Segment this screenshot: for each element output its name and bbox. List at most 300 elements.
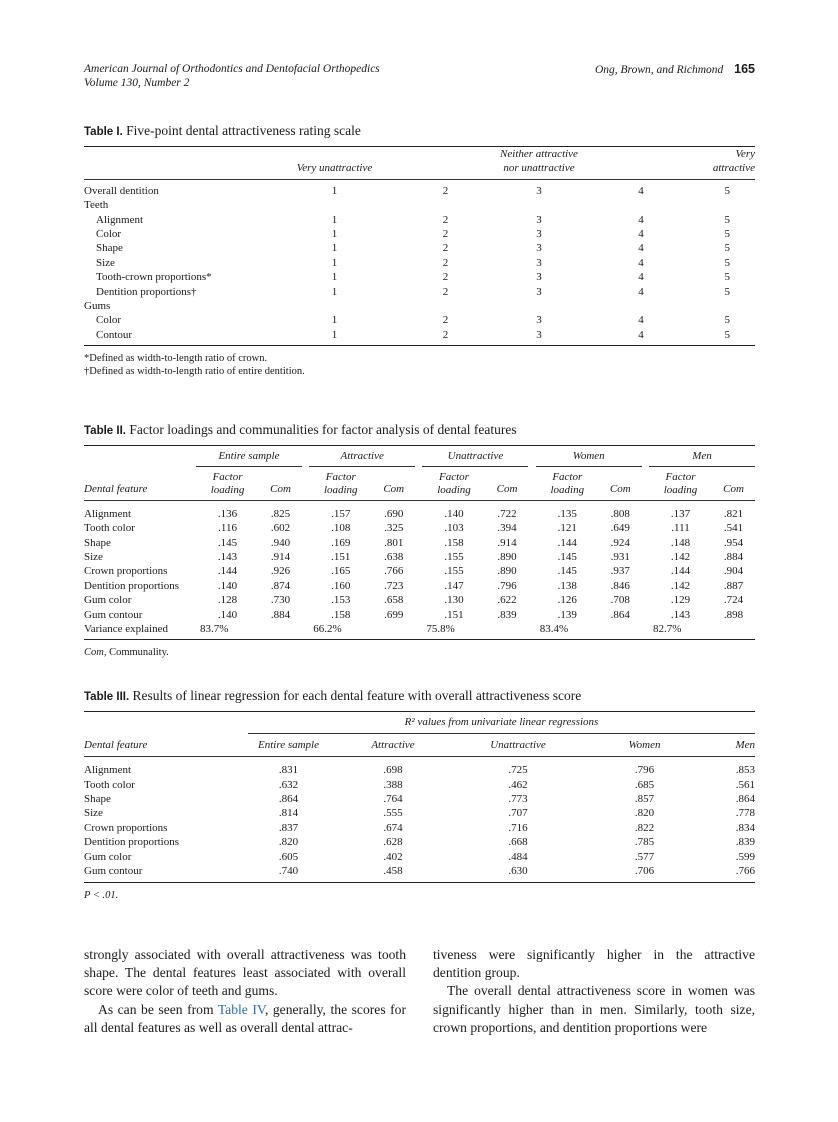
t1-header-feature <box>84 147 240 180</box>
t1-header-blank-4 <box>586 147 696 180</box>
t2-gap-cell <box>302 622 309 640</box>
t2-cell: .111 <box>671 522 690 535</box>
t2-cell: .649 <box>610 522 630 535</box>
t2-gap-cell <box>302 564 309 578</box>
t3-header-attractive: Attractive <box>329 733 457 756</box>
table-row <box>84 536 755 550</box>
t1-header-neither <box>492 147 586 180</box>
t2-cell: .890 <box>497 550 517 563</box>
t3-cell: .820 <box>634 807 655 820</box>
t3-row-label: Gum color <box>84 850 132 863</box>
t2-cell: .126 <box>557 594 577 607</box>
table-row <box>84 241 755 255</box>
t2-gap-cell <box>415 521 422 535</box>
table-3 <box>84 711 755 883</box>
table-2-label: Table II. <box>84 425 126 438</box>
t2-cell: .884 <box>723 550 744 563</box>
table-row <box>84 550 755 564</box>
t1-cell: 4 <box>638 256 644 269</box>
t2-cell: .801 <box>384 536 404 549</box>
t2-row-label: Variance explained <box>84 622 168 635</box>
t2-gap-cell <box>302 579 309 593</box>
t3-cell: .716 <box>508 821 528 834</box>
t2-note-abbr: Com, <box>84 647 107 659</box>
t2-cell <box>599 622 642 640</box>
t1-cell: 3 <box>536 256 542 269</box>
t3-cell: .707 <box>508 807 528 820</box>
t2-gap-cell <box>302 608 309 622</box>
text-column-right <box>433 946 755 1037</box>
t2-cell: .622 <box>497 594 517 607</box>
t3-cell: .605 <box>278 850 299 863</box>
t1-cell <box>696 198 755 212</box>
t1-cell: 2 <box>442 285 449 298</box>
t2-cell: .142 <box>670 579 691 592</box>
t2-cell: 75.8% <box>426 622 455 635</box>
t2-cell: .722 <box>497 507 517 520</box>
t3-cell: .822 <box>634 821 655 834</box>
t2-sub-gap <box>528 466 535 500</box>
t1-header-very-unattractive: Very unattractive <box>240 147 399 180</box>
t1-cell: 3 <box>536 213 542 226</box>
t3-cell: .740 <box>278 865 299 877</box>
t1-footnote-1: *Defined as width-to-length ratio of crown. <box>84 353 268 365</box>
table-1-label: Table I. <box>84 126 123 138</box>
t3-row-label: Shape <box>84 792 111 805</box>
t2-cell: .723 <box>384 579 404 592</box>
t2-note-text: Communality. <box>109 647 169 659</box>
t1-header-neither-line2: nor unattractive <box>503 162 575 175</box>
t1-cell: 5 <box>724 228 730 241</box>
t2-gap-cell <box>302 536 309 550</box>
table-row <box>84 821 755 835</box>
t2-cell: 82.7% <box>652 622 682 635</box>
t2-gap-cell <box>415 608 422 622</box>
t2-gap-cell <box>415 579 422 593</box>
t2-gap-cell <box>642 608 649 622</box>
t1-cell: 3 <box>536 314 542 327</box>
t2-cell: .926 <box>270 565 291 578</box>
t2-gap-cell <box>415 550 422 564</box>
t1-cell: 4 <box>638 328 644 341</box>
t1-cell: 2 <box>442 256 449 269</box>
t3-cell: .778 <box>735 807 755 820</box>
t2-row-label: Gum contour <box>84 608 143 621</box>
t3-cell: .834 <box>735 821 755 834</box>
t2-cell <box>259 622 302 640</box>
t2-cell: .914 <box>497 536 517 549</box>
t2-sub-gap <box>642 466 649 500</box>
t2-gap-cell <box>642 500 649 521</box>
left-para-2 <box>84 1001 406 1037</box>
t3-cell: .577 <box>634 850 655 863</box>
t2-cell: .766 <box>384 565 404 578</box>
t3-cell: .632 <box>278 778 299 791</box>
t2-cell: 83.7% <box>199 622 229 635</box>
t1-cell <box>399 198 492 212</box>
t2-group-gap <box>415 446 422 466</box>
t1-cell: 4 <box>638 314 644 327</box>
t2-cell: .708 <box>610 594 630 607</box>
t2-cell: .139 <box>557 608 577 621</box>
t1-header-very-attractive: Very attractive <box>696 147 755 180</box>
t3-cell: .864 <box>278 792 299 805</box>
t2-gap-cell <box>302 521 309 535</box>
table-row <box>84 270 755 284</box>
t2-cell: .730 <box>270 594 291 607</box>
t3-cell: .462 <box>508 778 528 791</box>
t3-cell: .599 <box>735 850 755 863</box>
table-1-footnotes <box>84 352 755 378</box>
t2-gap-cell <box>415 536 422 550</box>
t3-cell: .773 <box>508 792 528 805</box>
t1-cell: 1 <box>331 228 338 241</box>
t2-gap-cell <box>528 564 535 578</box>
t2-cell: .144 <box>557 536 577 549</box>
t3-header-women: Women <box>579 733 710 756</box>
t1-row-label: Color <box>96 314 122 327</box>
t1-row-label: Alignment <box>96 213 144 226</box>
t1-cell: 2 <box>442 271 449 284</box>
t2-header-factor-loading: Factor loading <box>309 466 372 500</box>
t2-cell: .658 <box>384 594 404 607</box>
t3-cell: .388 <box>383 778 403 791</box>
t2-cell: .148 <box>670 536 691 549</box>
t3-cell: .725 <box>508 764 528 777</box>
t1-row-label: Contour <box>96 328 133 341</box>
t3-cell: .864 <box>735 792 755 805</box>
journal-name: American Journal of Orthodontics and Dentofacial Orthopedics <box>84 63 380 75</box>
t2-cell: .144 <box>670 565 691 578</box>
t2-cell: .690 <box>384 507 404 520</box>
t2-cell: .140 <box>217 579 238 592</box>
t2-gap-cell <box>642 593 649 607</box>
t2-cell: 83.4% <box>539 622 569 635</box>
t1-cell: 4 <box>638 184 644 197</box>
t1-row-label: Teeth <box>84 199 109 212</box>
t2-cell: .129 <box>670 594 691 607</box>
t2-group-blank <box>84 446 196 466</box>
t2-cell: .140 <box>217 608 238 621</box>
right-para-2: The overall dental attractiveness score in women was significantly higher than in men. Similarly, tooth size, crown proportions, and dentition proportions were <box>433 983 755 1035</box>
t2-cell: .151 <box>444 608 464 621</box>
table-1-title: Five-point dental attractiveness rating scale <box>126 123 361 138</box>
t2-gap-cell <box>528 521 535 535</box>
t2-sub-header-row <box>84 466 755 500</box>
t3-row-label: Tooth color <box>84 778 135 791</box>
t1-row-label: Color <box>96 228 122 241</box>
t1-cell: 1 <box>331 184 338 197</box>
left-para-2-start: As can be seen from <box>98 1001 218 1017</box>
table-iv-link[interactable]: Table IV <box>217 1001 265 1017</box>
table-row <box>84 313 755 327</box>
t1-cell <box>586 299 696 313</box>
t3-cell: .628 <box>383 836 403 849</box>
right-para-1: tiveness were significantly higher in the attractive dentition group. <box>433 947 755 981</box>
table-row <box>84 579 755 593</box>
t2-row-label: Gum color <box>84 594 132 607</box>
t3-row-label: Dentition proportions <box>84 836 180 849</box>
page-number: 165 <box>734 62 755 76</box>
t3-cell: .839 <box>735 836 755 849</box>
t1-cell: 2 <box>442 314 449 327</box>
t1-cell: 4 <box>638 271 644 284</box>
table-3-note <box>84 890 755 901</box>
t2-cell: .825 <box>270 507 291 520</box>
t1-cell: 5 <box>724 271 730 284</box>
t2-gap-cell <box>415 564 422 578</box>
table-row <box>84 299 755 313</box>
t2-group-gap <box>642 446 649 466</box>
t2-gap-cell <box>642 550 649 564</box>
t3-cell: .458 <box>383 865 403 877</box>
t2-cell: .143 <box>217 550 238 563</box>
t2-cell: .931 <box>610 550 630 563</box>
t1-header-neither-line1: Neither attractive <box>500 148 578 160</box>
t1-cell: 3 <box>536 271 542 284</box>
t1-row-label: Size <box>96 256 115 269</box>
t2-cell: .153 <box>331 594 351 607</box>
t1-footnote-2: †Defined as width-to-length ratio of entire dentition. <box>84 366 305 378</box>
t2-cell: .638 <box>384 550 404 563</box>
t2-gap-cell <box>528 593 535 607</box>
table-row <box>84 864 755 883</box>
t2-cell: .151 <box>331 550 351 563</box>
t3-row-label: Alignment <box>84 764 132 777</box>
t1-cell <box>492 198 586 212</box>
t2-cell: .130 <box>444 594 464 607</box>
t2-cell: .137 <box>670 507 691 520</box>
t3-header-unattractive: Unattractive <box>457 733 579 756</box>
t2-cell: .140 <box>444 507 464 520</box>
t2-cell: .846 <box>610 579 630 592</box>
t2-sub-gap <box>302 466 309 500</box>
t1-cell: 3 <box>536 184 542 197</box>
table-row <box>84 564 755 578</box>
t2-cell: .796 <box>497 579 517 592</box>
body-text <box>84 946 755 1037</box>
t3-note: P < .01. <box>84 890 119 902</box>
table-row <box>84 778 755 792</box>
t2-row-label: Size <box>84 550 103 563</box>
t2-header-com: Com <box>372 466 415 500</box>
table-row <box>84 757 755 778</box>
running-header <box>84 60 755 94</box>
table-row <box>84 500 755 521</box>
t2-cell: .898 <box>723 608 744 621</box>
t2-sub-gap <box>415 466 422 500</box>
t2-header-com: Com <box>599 466 642 500</box>
t3-cell: .668 <box>508 836 528 849</box>
t3-cell: .630 <box>508 865 528 877</box>
table-2-title: Factor loadings and communalities for factor analysis of dental features <box>129 422 517 438</box>
t1-cell: 1 <box>331 285 338 298</box>
t2-gap-cell <box>642 622 649 640</box>
table-row <box>84 622 755 640</box>
t2-row-label: Shape <box>84 536 111 549</box>
table-row <box>84 328 755 346</box>
table-row <box>84 835 755 849</box>
t3-cell: .698 <box>383 764 403 777</box>
t1-cell: 3 <box>536 285 542 298</box>
t2-group-gap <box>302 446 309 466</box>
t2-cell: .103 <box>444 522 464 535</box>
t2-cell: .821 <box>723 507 744 520</box>
t2-header-com: Com <box>259 466 302 500</box>
t1-cell <box>399 299 492 313</box>
t2-header-factor-loading: Factor loading <box>196 466 259 500</box>
t1-row-label: Tooth-crown proportions* <box>96 271 212 284</box>
table-2-caption <box>84 422 755 438</box>
t2-group-header: Attractive <box>309 446 415 466</box>
t2-cell: .904 <box>723 565 744 578</box>
table-row <box>84 285 755 299</box>
t3-row-label: Gum contour <box>84 865 143 877</box>
t2-gap-cell <box>642 521 649 535</box>
journal-page <box>84 60 755 901</box>
t3-cell: .820 <box>278 836 299 849</box>
t3-cell: .831 <box>278 764 299 777</box>
t2-cell: .890 <box>497 565 517 578</box>
t1-cell: 2 <box>442 184 449 197</box>
t1-row-label: Gums <box>84 300 111 313</box>
t2-gap-cell <box>415 593 422 607</box>
journal-info <box>84 62 380 90</box>
t2-gap-cell <box>302 500 309 521</box>
t2-cell: .940 <box>270 536 291 549</box>
t2-header-com: Com <box>712 466 755 500</box>
t2-cell: .954 <box>723 536 744 549</box>
t2-group-header: Entire sample <box>196 446 302 466</box>
t2-cell <box>486 622 529 640</box>
table-row <box>84 593 755 607</box>
t2-cell: .147 <box>444 579 464 592</box>
t1-cell: 1 <box>331 271 338 284</box>
t1-cell <box>492 299 586 313</box>
t3-cell: .853 <box>735 764 755 777</box>
t2-gap-cell <box>642 579 649 593</box>
t3-cell: .766 <box>735 865 755 877</box>
t2-header-feature: Dental feature <box>84 466 196 500</box>
table-row <box>84 256 755 270</box>
t2-gap-cell <box>528 500 535 521</box>
t2-cell: .158 <box>331 608 351 621</box>
t3-cell: .706 <box>634 865 655 877</box>
t1-cell: 1 <box>331 314 338 327</box>
table-row <box>84 806 755 820</box>
t2-cell: .914 <box>270 550 291 563</box>
t2-group-header: Men <box>649 446 755 466</box>
t3-cell: .796 <box>634 764 655 777</box>
table-3-title: Results of linear regression for each dental feature with overall attractiveness score <box>132 688 582 704</box>
t2-gap-cell <box>415 622 422 640</box>
t2-cell: .937 <box>610 565 630 578</box>
t3-header-feature: Dental feature <box>84 733 248 756</box>
table-row <box>84 521 755 535</box>
t1-cell: 5 <box>724 256 730 269</box>
t2-cell: 66.2% <box>313 622 342 635</box>
t1-cell: 3 <box>536 242 542 255</box>
t2-cell: .394 <box>497 522 517 535</box>
t2-cell: .155 <box>444 550 464 563</box>
t2-cell: .864 <box>610 608 630 621</box>
t3-header-men: Men <box>710 733 755 756</box>
t2-cell: .699 <box>384 608 404 621</box>
t2-cell: .136 <box>217 507 238 520</box>
t2-cell: .160 <box>331 579 351 592</box>
t1-cell: 3 <box>536 328 542 341</box>
t3-cell: .674 <box>383 821 403 834</box>
t2-cell: .887 <box>723 579 744 592</box>
left-para-1: strongly associated with overall attractiveness was tooth shape. The dental features least associated with overall score were color of teeth and gums. <box>84 947 406 999</box>
t1-cell: 1 <box>331 242 338 255</box>
t1-cell <box>586 198 696 212</box>
t2-cell: .165 <box>331 565 351 578</box>
t2-gap-cell <box>528 622 535 640</box>
table-row <box>84 608 755 622</box>
t2-cell: .158 <box>444 536 464 549</box>
t2-gap-cell <box>528 536 535 550</box>
table-2-block <box>84 422 755 658</box>
t1-cell: 3 <box>536 228 542 241</box>
t1-cell: 5 <box>724 184 730 197</box>
table-row <box>84 792 755 806</box>
table-2-note <box>84 647 755 658</box>
t2-header-factor-loading: Factor loading <box>649 466 712 500</box>
t3-cell: .814 <box>278 807 299 820</box>
t3-cell: .837 <box>278 821 299 834</box>
t2-cell: .541 <box>723 522 744 535</box>
t1-cell: 4 <box>638 228 644 241</box>
t2-gap-cell <box>528 579 535 593</box>
t1-cell: 4 <box>638 242 644 255</box>
t3-cell: .484 <box>508 850 528 863</box>
t1-cell: 5 <box>724 328 730 341</box>
t2-row-label: Crown proportions <box>84 565 168 578</box>
table-1 <box>84 146 755 346</box>
t3-cell: .555 <box>383 807 403 820</box>
t1-row-label: Shape <box>96 242 123 255</box>
t3-row-label: Size <box>84 807 103 820</box>
t1-cell: 4 <box>638 213 644 226</box>
t2-cell: .602 <box>270 522 291 535</box>
t2-cell: .143 <box>670 608 691 621</box>
t3-span-blank <box>84 712 248 733</box>
t2-cell <box>372 622 415 640</box>
t2-gap-cell <box>302 550 309 564</box>
t2-cell: .144 <box>217 565 238 578</box>
table-1-caption <box>84 123 755 139</box>
t1-cell: 1 <box>331 328 338 341</box>
table-2 <box>84 445 755 640</box>
t2-row-label: Tooth color <box>84 522 135 535</box>
t2-cell <box>712 622 755 640</box>
t1-cell: 5 <box>724 285 730 298</box>
t1-header-blank-2 <box>399 147 492 180</box>
t1-cell: 2 <box>442 213 449 226</box>
t1-cell: 2 <box>442 228 449 241</box>
t3-span-header: R² values from univariate linear regressions <box>248 712 755 733</box>
running-authors: Ong, Brown, and Richmond <box>594 64 724 76</box>
t3-cell: .402 <box>383 850 403 863</box>
table-row <box>84 213 755 227</box>
table-row <box>84 179 755 198</box>
t2-group-gap <box>528 446 535 466</box>
t2-row-label: Dentition proportions <box>84 579 180 592</box>
t2-gap-cell <box>528 608 535 622</box>
table-row <box>84 850 755 864</box>
text-column-left <box>84 946 406 1037</box>
